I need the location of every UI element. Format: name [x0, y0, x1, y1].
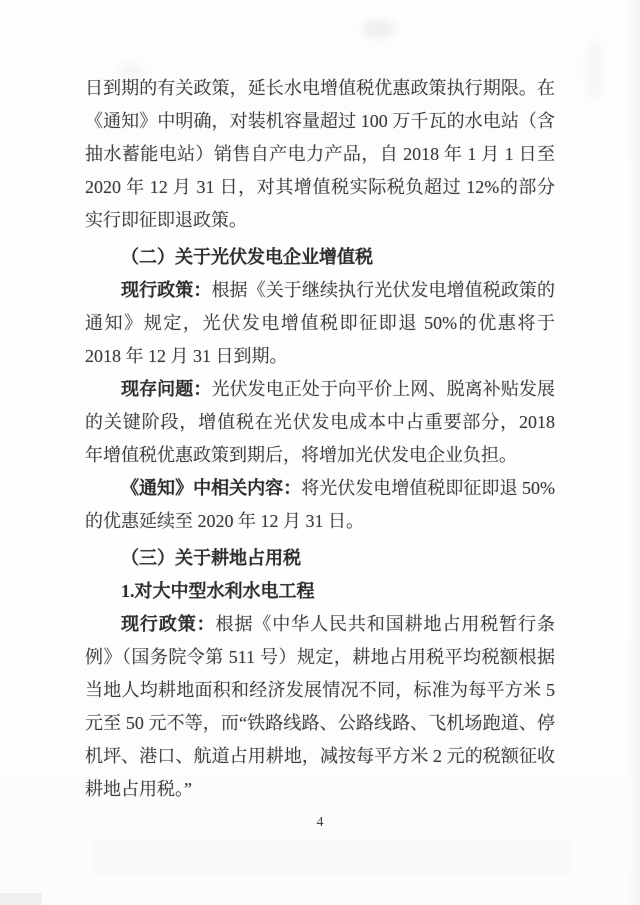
- paragraph-existing-problem: [85, 373, 555, 472]
- scan-artifact-band: [92, 840, 570, 874]
- paragraph-lead: 现行政策：: [121, 614, 216, 634]
- scan-artifact: [585, 40, 603, 100]
- page-number: 4: [316, 815, 324, 830]
- scan-edge-shadow: [628, 0, 640, 905]
- scan-artifact-corner: [0, 893, 42, 905]
- paragraph-current-policy-farmland: [85, 608, 555, 806]
- paragraph-text: 光伏发电正处于向平价上网、脱离补贴发展的关键阶段，增值税在光伏发电成本中占重要部分，2018 年增值税优惠政策到期后，将增加光伏发电企业负担。: [85, 379, 556, 465]
- paragraph-continuation: 日到期的有关政策，延长水电增值税优惠政策执行期限。在《通知》中明确，对装机容量超过 100 万千瓦的水电站（含抽水蓄能电站）销售自产电力产品，自 2018 年 1 月 1 日至 2020 年 12 月 31 日，对其增值税实际税负超过 12%的部分实行即征即退政策。: [85, 78, 555, 230]
- subsection-heading-1: 1.对大中型水利水电工程: [121, 581, 315, 601]
- section-heading-3: （三）关于耕地占用税: [121, 548, 301, 568]
- document-text-area: [85, 72, 555, 806]
- paragraph-text: 将光伏发电增值税即征即退 50%的优惠延续至 2020 年 12 月 31 日。: [85, 478, 555, 531]
- scan-artifact: [362, 20, 396, 38]
- section-heading-2: （二）关于光伏发电企业增值税: [121, 247, 373, 267]
- paragraph-text: 根据《中华人民共和国耕地占用税暂行条例》（国务院令第 511 号）规定，耕地占用税平均税额根据当地人均耕地面积和经济发展情况不同，标准为每平方米 5 元至 50 元不等，而“铁路线路、公路线路、飞机场跑道、停机坪、港口、航道占用耕地，减按每平方米 2 元的税额征收耕地占用税。”: [85, 614, 555, 799]
- paragraph-text: 根据《关于继续执行光伏发电增值税政策的通知》规定，光伏发电增值税即征即退 50%的优惠将于 2018 年 12 月 31 日到期。: [85, 280, 556, 366]
- paragraph-lead: 《通知》中相关内容：: [121, 478, 302, 498]
- paragraph-lead: 现行政策：: [121, 280, 212, 300]
- paragraph-lead: 现存问题：: [121, 379, 212, 399]
- paragraph-current-policy-pv: [85, 274, 555, 373]
- paragraph-notice-content: [85, 472, 555, 538]
